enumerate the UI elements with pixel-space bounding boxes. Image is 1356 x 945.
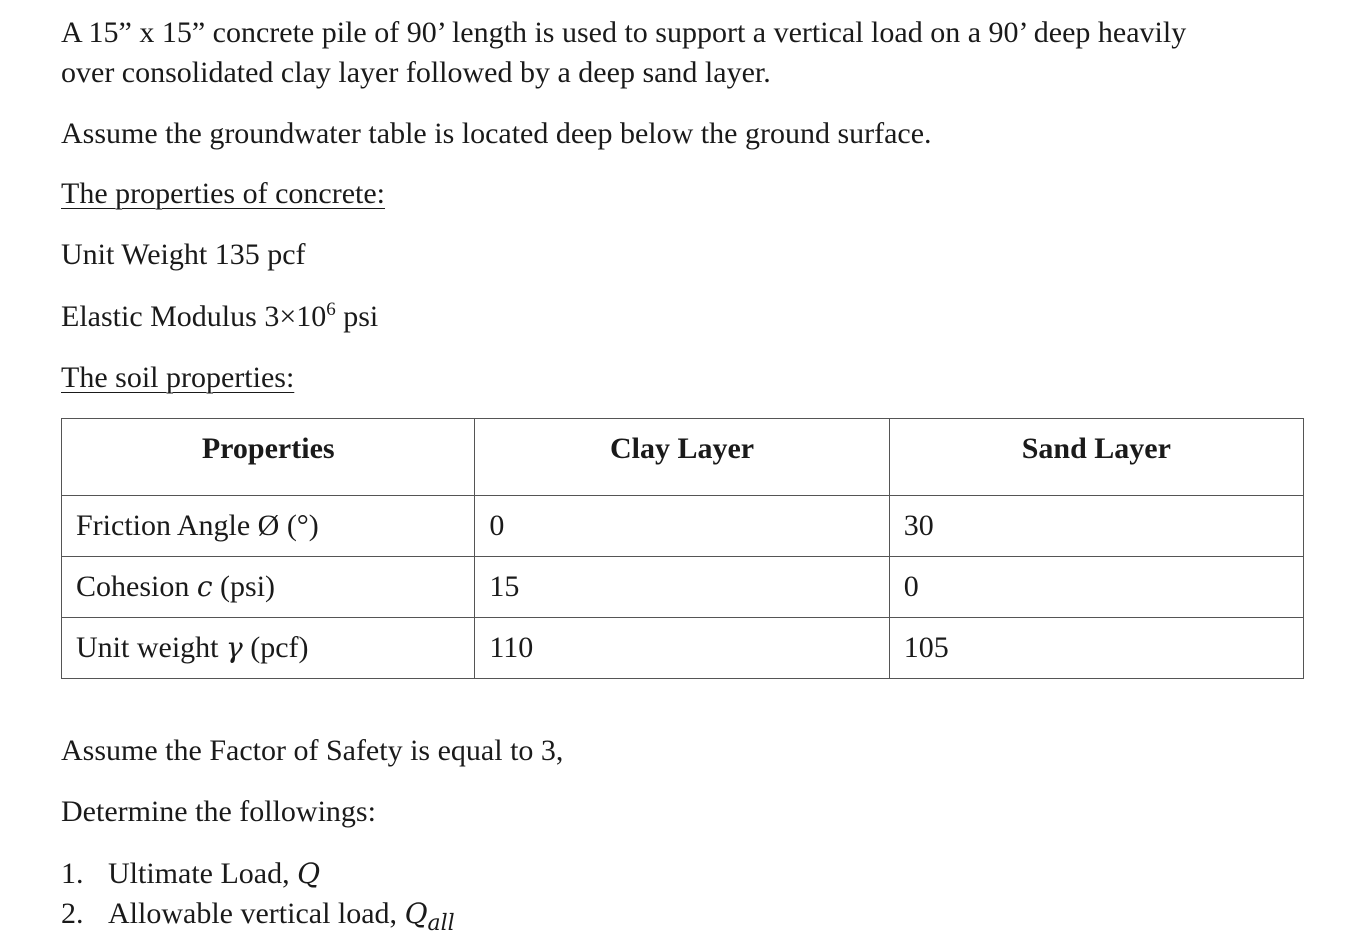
unit-weight-label-text: Unit weight xyxy=(76,631,226,664)
elastic-exponent: 6 xyxy=(326,299,336,320)
header-properties: Properties xyxy=(62,419,475,496)
clay-friction-value: 0 xyxy=(475,496,889,557)
intro-line-2: over consolidated clay layer followed by a deep sand layer. xyxy=(61,56,771,89)
table-row xyxy=(62,618,1304,679)
clay-unit-weight-value: 110 xyxy=(475,618,889,679)
sand-cohesion-value: 0 xyxy=(889,557,1303,618)
concrete-elastic-modulus xyxy=(61,297,378,341)
intro-line-1: A 15” x 15” concrete pile of 90’ length is used to support a vertical load on a 90’ deep heavily xyxy=(61,16,1187,49)
determine-heading: Determine the followings: xyxy=(61,795,376,828)
list-number: 2. xyxy=(61,897,84,930)
table-row xyxy=(62,557,1304,618)
list-item xyxy=(61,854,320,894)
sand-unit-weight-value: 105 xyxy=(889,618,1303,679)
row-label-friction: Friction Angle Ø (°) xyxy=(62,496,475,557)
header-clay-layer: Clay Layer xyxy=(475,419,889,496)
elastic-unit: psi xyxy=(343,300,379,333)
sand-friction-value: 30 xyxy=(889,496,1303,557)
clay-cohesion-value: 15 xyxy=(475,557,889,618)
concrete-unit-weight: Unit Weight 135 pcf xyxy=(61,238,306,271)
elastic-label: Elastic Modulus 3×10 xyxy=(61,300,327,333)
concrete-heading: The properties of concrete: xyxy=(61,177,386,210)
cohesion-unit: (psi) xyxy=(212,570,276,603)
list-item xyxy=(61,894,455,937)
header-sand-layer: Sand Layer xyxy=(889,419,1303,496)
groundwater-statement: Assume the groundwater table is located deep below the ground surface. xyxy=(61,117,932,150)
cohesion-label-text: Cohesion xyxy=(76,570,197,603)
soil-heading: The soil properties: xyxy=(61,361,295,394)
allowable-load-subscript: all xyxy=(427,911,455,936)
unit-weight-unit: (pcf) xyxy=(242,631,309,664)
row-label-cohesion xyxy=(62,557,475,618)
factor-of-safety: Assume the Factor of Safety is equal to 3, xyxy=(61,734,564,767)
list-text: Allowable vertical load, xyxy=(108,897,405,930)
unit-weight-symbol: γ xyxy=(226,631,243,664)
table-row xyxy=(62,496,1304,557)
soil-properties-table xyxy=(61,418,1304,679)
allowable-load-symbol: Q xyxy=(404,897,428,930)
cohesion-symbol: c xyxy=(196,570,213,603)
list-number: 1. xyxy=(61,857,84,890)
ultimate-load-symbol: Q xyxy=(297,857,321,890)
table-header-row xyxy=(62,419,1304,496)
row-label-unit-weight xyxy=(62,618,475,679)
list-text: Ultimate Load, xyxy=(108,857,298,890)
